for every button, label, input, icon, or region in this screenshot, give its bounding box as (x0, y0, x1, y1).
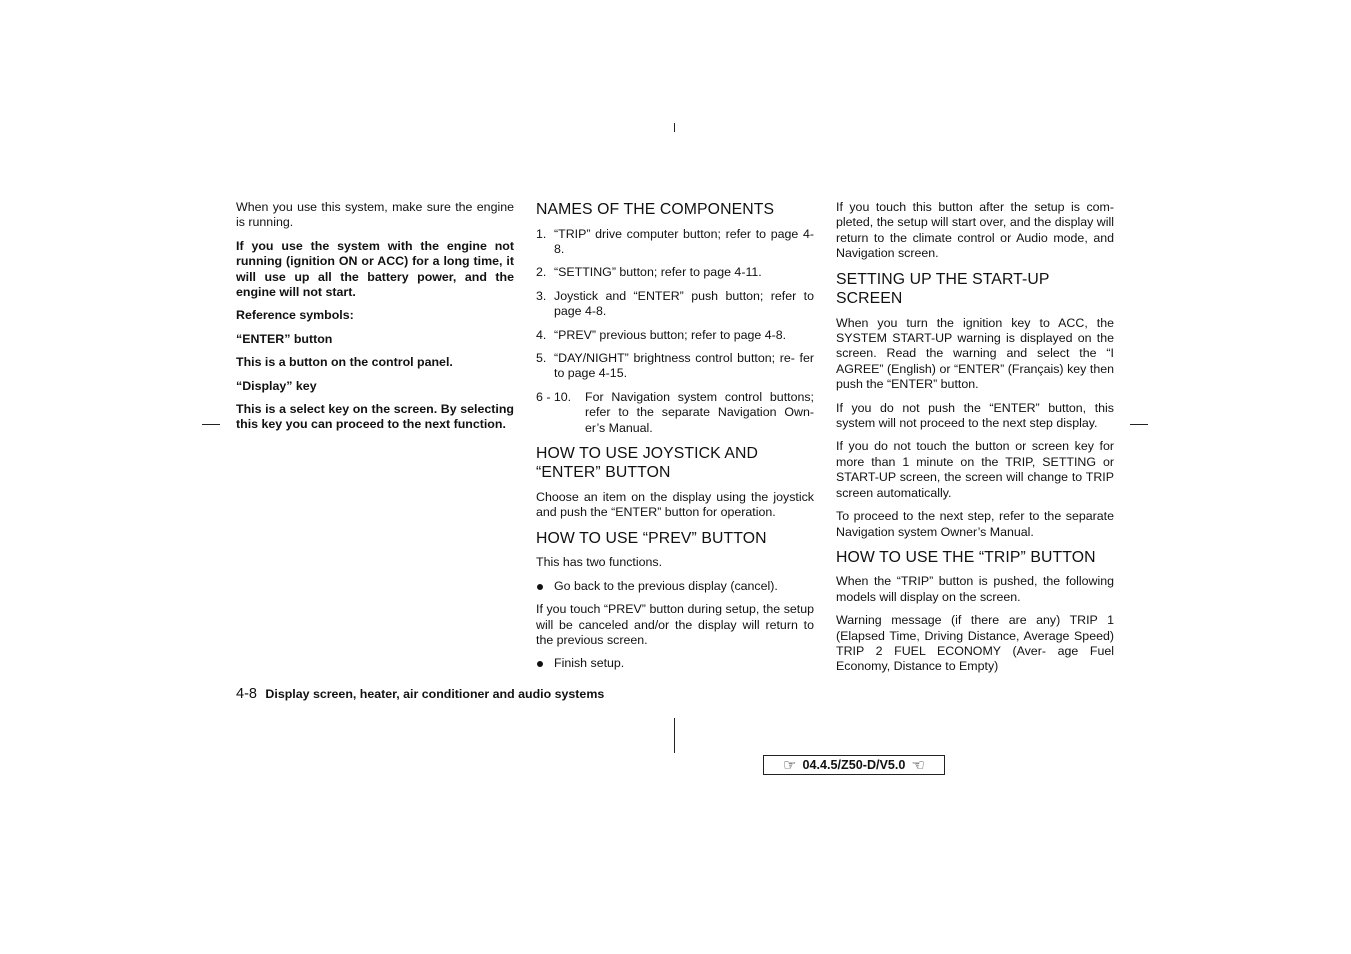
middle-column (536, 200, 814, 680)
list-item-number: 2. (536, 265, 547, 280)
bullet-item (536, 579, 814, 594)
right-column (836, 200, 1114, 683)
trip-description: When the “TRIP” button is pushed, the following models will display on the screen. (836, 574, 1114, 604)
list-item (536, 351, 814, 382)
prev-during-setup-text: If you touch “PREV” button during setup, the setup will be canceled and/or the display will return to the previous screen. (536, 602, 814, 647)
version-text: 04.4.5/Z50-D/V5.0 (802, 758, 906, 772)
no-touch-text: If you do not touch the button or screen key for more than 1 minute on the TRIP, SETTING or START-UP screen, the screen will change to TRIP screen automatically. (836, 439, 1114, 500)
heading-trip-button: HOW TO USE THE “TRIP” BUTTON (836, 548, 1096, 566)
engine-note: When you use this system, make sure the engine is running. (236, 200, 514, 230)
page-footer (236, 685, 604, 703)
no-push-text: If you do not push the “ENTER” button, this system will not proceed to the next step display. (836, 400, 1114, 431)
list-item-text: “SETTING” button; refer to page 4-11. (554, 265, 762, 280)
enter-button-description: This is a button on the control panel. (236, 355, 453, 370)
list-item (536, 328, 814, 343)
bullet-icon (537, 584, 543, 590)
display-key-label: “Display” key (236, 378, 317, 393)
list-item-number: 1. (536, 226, 547, 241)
warning-message-text: Warning message (if there are any) TRIP 1 (Elapsed Time, Driving Distance, Average Speed) TRIP 2 FUEL ECONOMY (Aver- age Fuel Economy, Distance to Empty) (836, 613, 1114, 674)
crop-mark-right (1130, 424, 1148, 425)
list-item-text: “TRIP” drive computer button; refer to page 4-8. (554, 226, 814, 256)
list-item-text: “PREV” previous button; refer to page 4-8. (554, 327, 787, 342)
list-item-text: “DAY/NIGHT” brightness control button; re- fer to page 4-15. (554, 350, 814, 381)
bullet-icon (537, 661, 543, 667)
list-item-number: 4. (536, 327, 547, 342)
section-title: Display screen, heater, air conditioner and audio systems (265, 687, 605, 701)
hand-pointing-left-icon: ☜ (911, 756, 925, 774)
list-item (536, 390, 814, 436)
list-item (536, 227, 814, 258)
heading-prev-button: HOW TO USE “PREV” BUTTON (536, 529, 767, 547)
battery-warning: If you use the system with the engine not running (ignition ON or ACC) for a long time, it will use up all the battery power, and the engine will not start. (236, 238, 514, 300)
two-functions-text: This has two functions. (536, 555, 663, 570)
bullet-text: Go back to the previous display (cancel). (554, 578, 778, 593)
crop-mark-top (674, 123, 675, 132)
list-item (536, 289, 814, 320)
list-item-number: 6 - 10. (536, 389, 572, 404)
crop-mark-left (202, 424, 220, 425)
page-number: 4-8 (236, 686, 257, 702)
list-item-text: For Navigation system control buttons; refer to the separate Navigation Own- er’s Manual. (585, 389, 814, 435)
list-item-number: 5. (536, 350, 547, 365)
heading-names-of-components: NAMES OF THE COMPONENTS (536, 201, 775, 218)
startup-description: When you turn the ignition key to ACC, the SYSTEM START-UP warning is displayed on the screen. Read the warning and select the “I AGREE” (English) or “ENTER” (Français) key then push the “ENTER” button. (836, 315, 1114, 392)
touch-after-setup-text: If you touch this button after the setup is com- pleted, the setup will start over, and the display will return to the climate control or Audio mode, and Navigation screen. (836, 200, 1114, 261)
proceed-text: To proceed to the next step, refer to the separate Navigation system Owner’s Manual. (836, 509, 1114, 539)
joystick-description: Choose an item on the display using the joystick and push the “ENTER” button for operation. (536, 489, 814, 520)
enter-button-label: “ENTER” button (236, 331, 333, 346)
bullet-item (536, 656, 814, 671)
crop-mark-center (674, 718, 675, 753)
left-column (236, 200, 514, 441)
reference-symbols-title: Reference symbols: (236, 308, 354, 323)
list-item-number: 3. (536, 288, 547, 303)
bullet-text: Finish setup. (554, 656, 625, 671)
display-key-description: This is a select key on the screen. By selecting this key you can proceed to the next function. (236, 402, 514, 432)
list-item (536, 265, 814, 280)
hand-pointing-right-icon: ☞ (783, 756, 797, 774)
heading-startup-screen: SETTING UP THE START-UP SCREEN (836, 270, 1050, 308)
heading-joystick: HOW TO USE JOYSTICK AND “ENTER” BUTTON (536, 444, 759, 482)
version-stamp (763, 755, 945, 775)
list-item-text: Joystick and “ENTER” push button; refer to page 4-8. (554, 288, 814, 319)
